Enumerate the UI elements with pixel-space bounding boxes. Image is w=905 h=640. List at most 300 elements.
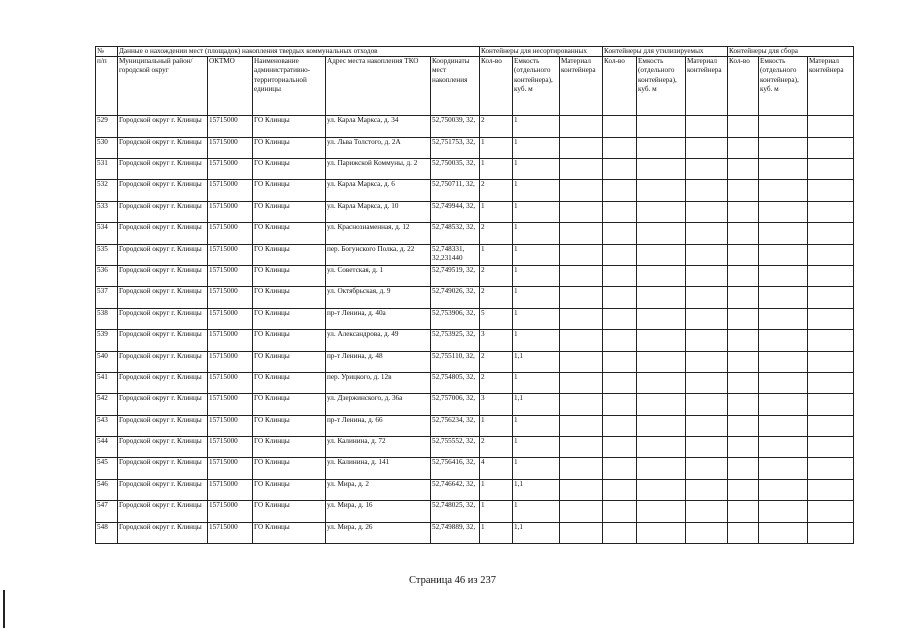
row-recycle-capacity xyxy=(637,330,686,351)
row-admin-unit: ГО Клинцы xyxy=(253,415,326,436)
row-recycle-capacity xyxy=(637,244,686,265)
row-recycle-count xyxy=(603,137,637,158)
table-row xyxy=(96,458,854,479)
row-oktmo: 15715000 xyxy=(208,137,253,158)
row-unsorted-capacity: 1,1 xyxy=(513,479,560,500)
row-collect-capacity xyxy=(759,458,808,479)
row-address: пр-т Ленина, д. 66 xyxy=(326,415,431,436)
row-number: 548 xyxy=(96,522,118,543)
row-collect-capacity xyxy=(759,372,808,393)
row-oktmo: 15715000 xyxy=(208,394,253,415)
row-oktmo: 15715000 xyxy=(208,415,253,436)
row-collect-capacity xyxy=(759,116,808,137)
row-collect-capacity xyxy=(759,180,808,201)
row-oktmo: 15715000 xyxy=(208,458,253,479)
row-coords: 52,756416, 32, xyxy=(431,458,480,479)
row-number: 532 xyxy=(96,180,118,201)
row-unsorted-count: 1 xyxy=(480,522,513,543)
row-municipality: Городской округ г. Клинцы xyxy=(118,522,208,543)
row-unsorted-material xyxy=(560,137,603,158)
row-address: ул. Парижской Коммуны, д. 2 xyxy=(326,158,431,179)
row-address: пр-т Ленина, д. 40а xyxy=(326,308,431,329)
row-collect-material xyxy=(808,308,854,329)
row-recycle-capacity xyxy=(637,458,686,479)
row-recycle-count xyxy=(603,394,637,415)
row-number: 545 xyxy=(96,458,118,479)
row-recycle-count xyxy=(603,287,637,308)
row-unsorted-count: 3 xyxy=(480,394,513,415)
margin-mark xyxy=(3,590,5,628)
header-recycle-material: Материал контейнера xyxy=(686,57,728,116)
header-num: № xyxy=(96,47,118,57)
row-oktmo: 15715000 xyxy=(208,437,253,458)
row-recycle-count xyxy=(603,501,637,522)
row-coords: 52,749026, 32, xyxy=(431,287,480,308)
row-recycle-capacity xyxy=(637,287,686,308)
row-coords: 52,749519, 32, xyxy=(431,265,480,286)
row-oktmo: 15715000 xyxy=(208,180,253,201)
row-collect-count xyxy=(728,137,759,158)
row-unsorted-capacity: 1 xyxy=(513,287,560,308)
row-number: 534 xyxy=(96,223,118,244)
row-recycle-material xyxy=(686,158,728,179)
row-recycle-count xyxy=(603,244,637,265)
row-collect-capacity xyxy=(759,351,808,372)
row-collect-capacity xyxy=(759,308,808,329)
row-collect-count xyxy=(728,201,759,222)
row-unsorted-capacity: 1 xyxy=(513,458,560,479)
row-address: ул. Дзержинского, д. 36а xyxy=(326,394,431,415)
row-admin-unit: ГО Клинцы xyxy=(253,330,326,351)
row-recycle-capacity xyxy=(637,201,686,222)
row-oktmo: 15715000 xyxy=(208,308,253,329)
table-row xyxy=(96,372,854,393)
table-body xyxy=(96,116,854,544)
row-unsorted-count: 4 xyxy=(480,458,513,479)
row-recycle-material xyxy=(686,522,728,543)
table-row xyxy=(96,244,854,265)
row-coords: 52,750035, 32, xyxy=(431,158,480,179)
row-recycle-material xyxy=(686,201,728,222)
header-collect-material: Материал контейнера xyxy=(808,57,854,116)
row-admin-unit: ГО Клинцы xyxy=(253,522,326,543)
header-collect-group: Контейнеры для сбора xyxy=(728,47,854,57)
row-recycle-material xyxy=(686,180,728,201)
row-collect-count xyxy=(728,372,759,393)
row-recycle-material xyxy=(686,458,728,479)
row-admin-unit: ГО Клинцы xyxy=(253,137,326,158)
row-collect-capacity xyxy=(759,479,808,500)
table-row xyxy=(96,201,854,222)
row-number: 535 xyxy=(96,244,118,265)
row-number: 541 xyxy=(96,372,118,393)
row-recycle-count xyxy=(603,522,637,543)
row-number: 542 xyxy=(96,394,118,415)
table-row xyxy=(96,223,854,244)
row-address: ул. Мира, д. 2 xyxy=(326,479,431,500)
row-unsorted-material xyxy=(560,479,603,500)
row-admin-unit: ГО Клинцы xyxy=(253,308,326,329)
row-collect-count xyxy=(728,308,759,329)
row-collect-material xyxy=(808,351,854,372)
header-collect-capacity: Емкость (отдельного контейнера), куб. м xyxy=(759,57,808,116)
page-number: Страница 46 из 237 xyxy=(409,575,496,586)
row-unsorted-count: 1 xyxy=(480,501,513,522)
row-recycle-count xyxy=(603,116,637,137)
row-collect-count xyxy=(728,287,759,308)
header-coords: Координаты мест накопления xyxy=(431,57,480,116)
row-oktmo: 15715000 xyxy=(208,201,253,222)
row-unsorted-capacity: 1 xyxy=(513,372,560,393)
header-row-top xyxy=(96,47,854,57)
header-row-sub xyxy=(96,57,854,116)
row-recycle-capacity xyxy=(637,394,686,415)
row-unsorted-count: 2 xyxy=(480,116,513,137)
row-coords: 52,756234, 32, xyxy=(431,415,480,436)
row-unsorted-capacity: 1 xyxy=(513,137,560,158)
row-municipality: Городской округ г. Клинцы xyxy=(118,479,208,500)
row-collect-capacity xyxy=(759,394,808,415)
row-collect-material xyxy=(808,180,854,201)
row-unsorted-capacity: 1 xyxy=(513,223,560,244)
row-recycle-capacity xyxy=(637,223,686,244)
table-row xyxy=(96,351,854,372)
row-municipality: Городской округ г. Клинцы xyxy=(118,244,208,265)
row-municipality: Городской округ г. Клинцы xyxy=(118,180,208,201)
row-coords: 52,753925, 32, xyxy=(431,330,480,351)
row-unsorted-capacity: 1 xyxy=(513,158,560,179)
row-recycle-count xyxy=(603,458,637,479)
row-collect-material xyxy=(808,458,854,479)
row-collect-count xyxy=(728,394,759,415)
row-collect-count xyxy=(728,351,759,372)
row-admin-unit: ГО Клинцы xyxy=(253,501,326,522)
header-unsorted-group: Контейнеры для несортированных xyxy=(480,47,603,57)
table-row xyxy=(96,501,854,522)
row-address: пер. Урицкого, д. 12в xyxy=(326,372,431,393)
row-unsorted-capacity: 1 xyxy=(513,437,560,458)
row-number: 546 xyxy=(96,479,118,500)
row-unsorted-material xyxy=(560,415,603,436)
row-collect-material xyxy=(808,244,854,265)
row-recycle-capacity xyxy=(637,437,686,458)
row-recycle-material xyxy=(686,244,728,265)
row-admin-unit: ГО Клинцы xyxy=(253,180,326,201)
row-collect-material xyxy=(808,223,854,244)
row-collect-count xyxy=(728,437,759,458)
row-collect-capacity xyxy=(759,330,808,351)
row-recycle-material xyxy=(686,437,728,458)
header-unsorted-capacity: Емкость (отдельного контейнера), куб. м xyxy=(513,57,560,116)
row-unsorted-count: 2 xyxy=(480,372,513,393)
row-unsorted-count: 2 xyxy=(480,265,513,286)
row-number: 540 xyxy=(96,351,118,372)
header-address: Адрес места накопления ТКО xyxy=(326,57,431,116)
row-unsorted-material xyxy=(560,244,603,265)
row-oktmo: 15715000 xyxy=(208,372,253,393)
row-number: 530 xyxy=(96,137,118,158)
row-unsorted-material xyxy=(560,116,603,137)
row-unsorted-capacity: 1 xyxy=(513,180,560,201)
row-recycle-capacity xyxy=(637,522,686,543)
row-oktmo: 15715000 xyxy=(208,479,253,500)
row-collect-count xyxy=(728,180,759,201)
row-collect-count xyxy=(728,479,759,500)
row-admin-unit: ГО Клинцы xyxy=(253,116,326,137)
row-collect-count xyxy=(728,158,759,179)
row-collect-material xyxy=(808,501,854,522)
row-recycle-count xyxy=(603,158,637,179)
row-number: 531 xyxy=(96,158,118,179)
row-unsorted-material xyxy=(560,351,603,372)
row-recycle-material xyxy=(686,394,728,415)
row-collect-capacity xyxy=(759,287,808,308)
row-recycle-capacity xyxy=(637,265,686,286)
row-collect-material xyxy=(808,201,854,222)
row-address: пер. Богунского Полка, д. 22 xyxy=(326,244,431,265)
row-collect-material xyxy=(808,415,854,436)
row-oktmo: 15715000 xyxy=(208,244,253,265)
row-unsorted-material xyxy=(560,308,603,329)
row-municipality: Городской округ г. Клинцы xyxy=(118,287,208,308)
row-unsorted-count: 1 xyxy=(480,415,513,436)
row-admin-unit: ГО Клинцы xyxy=(253,287,326,308)
row-collect-count xyxy=(728,458,759,479)
row-oktmo: 15715000 xyxy=(208,265,253,286)
row-collect-material xyxy=(808,137,854,158)
row-collect-capacity xyxy=(759,244,808,265)
row-unsorted-material xyxy=(560,223,603,244)
row-unsorted-material xyxy=(560,158,603,179)
row-collect-capacity xyxy=(759,137,808,158)
row-recycle-material xyxy=(686,137,728,158)
row-unsorted-material xyxy=(560,201,603,222)
row-admin-unit: ГО Клинцы xyxy=(253,244,326,265)
row-unsorted-capacity: 1 xyxy=(513,330,560,351)
header-collect-count: Кол-во xyxy=(728,57,759,116)
row-unsorted-capacity: 1,1 xyxy=(513,522,560,543)
row-unsorted-count: 2 xyxy=(480,180,513,201)
row-admin-unit: ГО Клинцы xyxy=(253,394,326,415)
row-recycle-count xyxy=(603,437,637,458)
row-oktmo: 15715000 xyxy=(208,287,253,308)
header-admin-unit: Наименование административно-территориальной единицы xyxy=(253,57,326,116)
row-recycle-count xyxy=(603,223,637,244)
row-unsorted-capacity: 1 xyxy=(513,308,560,329)
table-row xyxy=(96,116,854,137)
row-address: ул. Октябрьская, д. 9 xyxy=(326,287,431,308)
row-oktmo: 15715000 xyxy=(208,330,253,351)
row-unsorted-capacity: 1,1 xyxy=(513,394,560,415)
table-row xyxy=(96,308,854,329)
row-collect-count xyxy=(728,501,759,522)
row-recycle-material xyxy=(686,116,728,137)
row-collect-material xyxy=(808,116,854,137)
header-pp: п/п xyxy=(96,57,118,116)
row-admin-unit: ГО Клинцы xyxy=(253,458,326,479)
row-recycle-count xyxy=(603,372,637,393)
row-collect-count xyxy=(728,116,759,137)
row-collect-capacity xyxy=(759,158,808,179)
row-recycle-count xyxy=(603,330,637,351)
row-unsorted-material xyxy=(560,458,603,479)
row-unsorted-capacity: 1,1 xyxy=(513,351,560,372)
row-oktmo: 15715000 xyxy=(208,116,253,137)
table-row xyxy=(96,394,854,415)
row-oktmo: 15715000 xyxy=(208,223,253,244)
row-recycle-capacity xyxy=(637,308,686,329)
row-recycle-material xyxy=(686,351,728,372)
row-address: пр-т Ленина, д. 48 xyxy=(326,351,431,372)
row-collect-material xyxy=(808,479,854,500)
table-row xyxy=(96,158,854,179)
row-collect-count xyxy=(728,415,759,436)
row-number: 537 xyxy=(96,287,118,308)
row-collect-capacity xyxy=(759,522,808,543)
row-oktmo: 15715000 xyxy=(208,522,253,543)
row-municipality: Городской округ г. Клинцы xyxy=(118,458,208,479)
row-unsorted-count: 2 xyxy=(480,287,513,308)
row-collect-material xyxy=(808,158,854,179)
row-coords: 52,755110, 32, xyxy=(431,351,480,372)
row-admin-unit: ГО Клинцы xyxy=(253,158,326,179)
row-collect-count xyxy=(728,522,759,543)
header-unsorted-material: Материал контейнера xyxy=(560,57,603,116)
row-recycle-count xyxy=(603,180,637,201)
row-unsorted-capacity: 1 xyxy=(513,116,560,137)
row-number: 533 xyxy=(96,201,118,222)
row-recycle-capacity xyxy=(637,479,686,500)
row-collect-capacity xyxy=(759,223,808,244)
row-recycle-material xyxy=(686,415,728,436)
row-recycle-capacity xyxy=(637,372,686,393)
row-municipality: Городской округ г. Клинцы xyxy=(118,116,208,137)
row-municipality: Городской округ г. Клинцы xyxy=(118,265,208,286)
row-unsorted-count: 2 xyxy=(480,223,513,244)
table-row xyxy=(96,415,854,436)
row-unsorted-material xyxy=(560,330,603,351)
row-coords: 52,750711, 32, xyxy=(431,180,480,201)
row-recycle-material xyxy=(686,501,728,522)
row-coords: 52,748532, 32, xyxy=(431,223,480,244)
row-address: ул. Карла Маркса, д. 6 xyxy=(326,180,431,201)
row-coords: 52,746642, 32, xyxy=(431,479,480,500)
row-unsorted-count: 2 xyxy=(480,351,513,372)
row-collect-capacity xyxy=(759,265,808,286)
table-row xyxy=(96,287,854,308)
row-coords: 52,755552, 32, xyxy=(431,437,480,458)
header-recycle-group: Контейнеры для утилизируемых xyxy=(603,47,728,57)
waste-sites-table xyxy=(95,46,854,544)
row-collect-capacity xyxy=(759,415,808,436)
row-unsorted-material xyxy=(560,437,603,458)
row-recycle-count xyxy=(603,415,637,436)
row-number: 538 xyxy=(96,308,118,329)
row-coords: 52,757006, 32, xyxy=(431,394,480,415)
row-recycle-material xyxy=(686,287,728,308)
row-address: ул. Краснознаменная, д. 12 xyxy=(326,223,431,244)
row-number: 536 xyxy=(96,265,118,286)
row-admin-unit: ГО Клинцы xyxy=(253,372,326,393)
row-recycle-count xyxy=(603,308,637,329)
row-municipality: Городской округ г. Клинцы xyxy=(118,201,208,222)
row-number: 529 xyxy=(96,116,118,137)
row-coords: 52,748025, 32, xyxy=(431,501,480,522)
row-coords: 52,749944, 32, xyxy=(431,201,480,222)
row-collect-material xyxy=(808,330,854,351)
row-recycle-count xyxy=(603,265,637,286)
row-number: 539 xyxy=(96,330,118,351)
row-municipality: Городской округ г. Клинцы xyxy=(118,330,208,351)
row-unsorted-count: 2 xyxy=(480,437,513,458)
header-oktmo: ОКТМО xyxy=(208,57,253,116)
row-municipality: Городской округ г. Клинцы xyxy=(118,372,208,393)
row-unsorted-material xyxy=(560,372,603,393)
header-recycle-capacity: Емкость (отдельного контейнера), куб. м xyxy=(637,57,686,116)
row-recycle-capacity xyxy=(637,415,686,436)
row-oktmo: 15715000 xyxy=(208,158,253,179)
row-collect-count xyxy=(728,223,759,244)
row-recycle-count xyxy=(603,479,637,500)
row-address: ул. Мира, д. 16 xyxy=(326,501,431,522)
row-municipality: Городской округ г. Клинцы xyxy=(118,394,208,415)
row-unsorted-material xyxy=(560,394,603,415)
row-municipality: Городской округ г. Клинцы xyxy=(118,351,208,372)
row-recycle-capacity xyxy=(637,116,686,137)
table-row xyxy=(96,437,854,458)
row-unsorted-capacity: 1 xyxy=(513,501,560,522)
row-number: 543 xyxy=(96,415,118,436)
row-admin-unit: ГО Клинцы xyxy=(253,223,326,244)
table-row xyxy=(96,265,854,286)
row-unsorted-count: 1 xyxy=(480,158,513,179)
row-unsorted-material xyxy=(560,180,603,201)
row-collect-material xyxy=(808,437,854,458)
row-unsorted-material xyxy=(560,265,603,286)
row-admin-unit: ГО Клинцы xyxy=(253,201,326,222)
row-recycle-capacity xyxy=(637,351,686,372)
row-unsorted-count: 1 xyxy=(480,479,513,500)
row-unsorted-capacity: 1 xyxy=(513,201,560,222)
row-recycle-material xyxy=(686,265,728,286)
row-coords: 52,754805, 32, xyxy=(431,372,480,393)
row-number: 547 xyxy=(96,501,118,522)
row-recycle-material xyxy=(686,479,728,500)
row-recycle-capacity xyxy=(637,137,686,158)
row-address: ул. Калинина, д. 141 xyxy=(326,458,431,479)
header-location-group: Данные о нахождении мест (площадок) накопления твердых коммунальных отходов xyxy=(118,47,480,57)
row-collect-capacity xyxy=(759,437,808,458)
table-row xyxy=(96,479,854,500)
row-unsorted-capacity: 1 xyxy=(513,244,560,265)
row-collect-material xyxy=(808,394,854,415)
row-municipality: Городской округ г. Клинцы xyxy=(118,223,208,244)
row-address: ул. Калинина, д. 72 xyxy=(326,437,431,458)
row-recycle-material xyxy=(686,372,728,393)
row-municipality: Городской округ г. Клинцы xyxy=(118,501,208,522)
row-collect-capacity xyxy=(759,501,808,522)
row-municipality: Городской округ г. Клинцы xyxy=(118,158,208,179)
row-address: ул. Карла Маркса, д. 10 xyxy=(326,201,431,222)
row-coords: 52,748331, 32,231440 xyxy=(431,244,480,265)
row-collect-count xyxy=(728,265,759,286)
row-recycle-material xyxy=(686,223,728,244)
header-municipality: Муниципальный район/городской округ xyxy=(118,57,208,116)
header-recycle-count: Кол-во xyxy=(603,57,637,116)
row-unsorted-material xyxy=(560,287,603,308)
row-recycle-count xyxy=(603,351,637,372)
row-address: ул. Льва Толстого, д. 2А xyxy=(326,137,431,158)
